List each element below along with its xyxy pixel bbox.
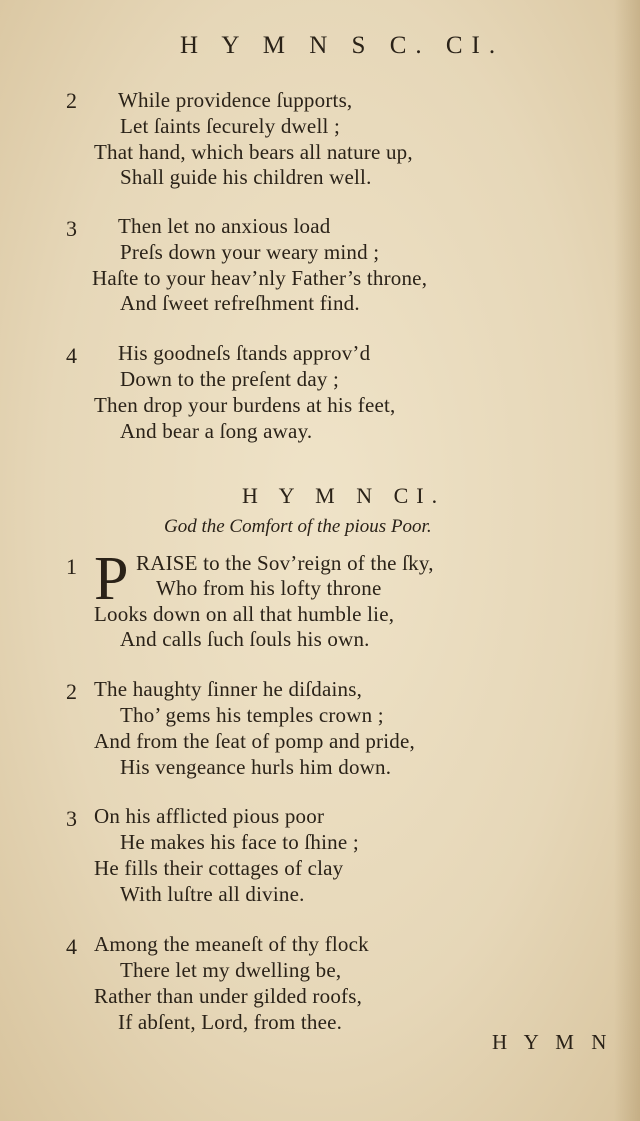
verse-line: And ſweet refreſhment find. [120,291,360,315]
verse-line: With luſtre all divine. [120,882,305,906]
verse-line: Tho’ gems his temples crown ; [120,703,384,727]
catchword: H Y M N [492,1030,613,1054]
stanza-number: 3 [66,806,77,831]
verse-line: Looks down on all that humble lie, [94,602,395,626]
hymn-title: H Y M N CI. [242,483,446,508]
verse-line: And bear a ſong away. [120,419,313,443]
verse-line: Rather than under gilded roofs, [94,984,363,1008]
stanza-number: 4 [66,343,77,368]
verse-line: Then drop your burdens at his feet, [94,393,396,417]
verse-line: Down to the preſent day ; [120,367,340,391]
verse-line: Then let no anxious load [118,214,331,238]
hymn-subtitle: God the Comfort of the pious Poor. [164,516,432,537]
verse-line: And from the ſeat of pomp and pride, [94,729,415,753]
verse-line: He fills their cottages of clay [94,856,344,880]
verse-line: On his afflicted pious poor [94,804,325,828]
page-edge-shadow [614,0,640,1121]
verse-line: Haſte to your heav’nly Father’s throne, [92,266,428,290]
verse-line: His goodneſs ſtands approv’d [118,341,371,365]
verse-line: Who from his lofty throne [156,576,382,600]
stanza-number: 2 [66,88,77,113]
verse-line: RAISE to the Sov’reign of the ſky, [136,551,434,575]
verse-line: His vengeance hurls him down. [120,755,392,779]
verse-line: While providence ſupports, [118,88,353,112]
stanza-number: 3 [66,216,77,241]
verse-line: If abſent, Lord, from thee. [118,1010,343,1034]
verse-line: There let my dwelling be, [120,958,342,982]
verse-line: Shall guide his children well. [120,165,372,189]
stanza-number: 1 [66,554,77,579]
stanza-number: 4 [66,934,77,959]
verse-line: The haughty ſinner he diſdains, [94,677,363,701]
verse-line: And calls ſuch ſouls his own. [120,627,370,651]
verse-line: Among the meaneſt of thy flock [94,932,369,956]
verse-line: Let ſaints ſecurely dwell ; [120,114,340,138]
verse-line: That hand, which bears all nature up, [94,140,413,164]
stanza-number: 2 [66,679,77,704]
running-head: H Y M N S C. CI. [180,32,505,59]
verse-line: He makes his face to ſhine ; [120,830,359,854]
verse-line: Preſs down your weary mind ; [120,240,380,264]
drop-capital: P [94,545,129,613]
